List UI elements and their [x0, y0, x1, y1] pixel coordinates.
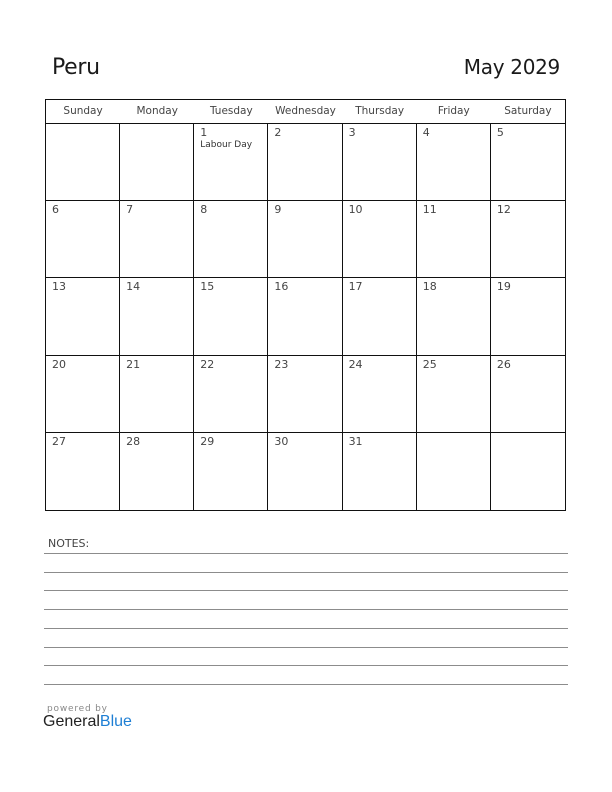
- day-cell: [194, 356, 268, 433]
- weekday-friday: Friday: [437, 105, 470, 117]
- day-number: 3: [348, 126, 356, 139]
- holiday-event: Labour Day: [200, 140, 253, 150]
- notes-line: [44, 609, 568, 610]
- powered-by-text: powered by: [47, 704, 108, 714]
- weekday-saturday: Saturday: [504, 105, 552, 117]
- day-cell: [46, 356, 120, 433]
- day-cell: [343, 433, 417, 510]
- logo-blue: Blue: [99, 713, 132, 730]
- day-cell: [194, 433, 268, 510]
- day-cell: [491, 201, 565, 278]
- calendar-grid: [45, 99, 566, 511]
- day-number: 5: [496, 126, 504, 139]
- day-number: 25: [422, 357, 437, 371]
- day-cell: [194, 278, 268, 355]
- day-cell: [46, 201, 120, 278]
- month-year-title: May 2029: [463, 55, 560, 79]
- notes-label: NOTES:: [48, 537, 90, 550]
- generalblue-logo: [43, 713, 132, 731]
- day-cell: [417, 356, 491, 433]
- day-cell: [343, 124, 417, 201]
- day-number: 28: [126, 434, 141, 448]
- day-number: 2: [274, 126, 282, 139]
- day-number: 17: [348, 280, 363, 294]
- logo-general: General: [43, 713, 100, 730]
- day-number: 14: [126, 280, 141, 294]
- day-cell: [491, 356, 565, 433]
- day-number: 18: [422, 280, 437, 294]
- day-cell: [417, 433, 491, 510]
- day-number: 15: [200, 280, 215, 294]
- day-cell: [194, 124, 268, 201]
- day-cell: [268, 278, 342, 355]
- day-cell: [268, 124, 342, 201]
- day-number: 1: [200, 126, 208, 139]
- day-cell: [491, 278, 565, 355]
- day-number: 26: [496, 357, 511, 371]
- day-number: 7: [126, 203, 134, 217]
- day-cell: [120, 278, 194, 355]
- day-cell: [343, 201, 417, 278]
- notes-line: [44, 572, 568, 573]
- day-number: 8: [200, 203, 208, 217]
- notes-line: [44, 553, 568, 554]
- day-cell: [417, 201, 491, 278]
- weekday-wednesday: Wednesday: [275, 105, 336, 117]
- day-number: 9: [274, 203, 282, 217]
- weekday-sunday: Sunday: [63, 105, 103, 117]
- day-cell: [194, 201, 268, 278]
- footer-branding: [43, 704, 132, 731]
- day-cell: [120, 356, 194, 433]
- day-number: 24: [348, 357, 363, 371]
- day-cell: [268, 433, 342, 510]
- day-number: 31: [348, 434, 363, 448]
- day-number: 27: [52, 434, 66, 448]
- day-number: 13: [52, 280, 66, 294]
- day-number: 20: [52, 357, 66, 371]
- notes-line: [44, 590, 568, 591]
- day-number: 19: [496, 280, 511, 294]
- day-cells: [46, 124, 565, 510]
- day-cell: [268, 356, 342, 433]
- day-number: 23: [274, 357, 289, 371]
- day-number: 16: [274, 280, 289, 294]
- day-number: 21: [126, 357, 141, 371]
- notes-line: [44, 665, 568, 666]
- day-cell: [120, 124, 194, 201]
- day-cell: [120, 433, 194, 510]
- day-cell: [343, 278, 417, 355]
- day-cell: [268, 201, 342, 278]
- country-title: Peru: [52, 55, 100, 80]
- weekday-monday: Monday: [136, 105, 178, 117]
- notes-line: [44, 647, 568, 648]
- day-number: 4: [422, 126, 430, 139]
- day-number: 6: [52, 203, 59, 217]
- day-cell: [491, 124, 565, 201]
- notes-line: [44, 628, 568, 629]
- day-cell: [120, 201, 194, 278]
- day-cell: [417, 124, 491, 201]
- day-number: 29: [200, 434, 215, 448]
- day-number: 10: [348, 203, 363, 217]
- day-cell: [491, 433, 565, 510]
- notes-line: [44, 684, 568, 685]
- day-cell: [46, 433, 120, 510]
- day-number: 11: [422, 203, 437, 217]
- weekday-header-row: [46, 100, 565, 124]
- weekday-tuesday: Tuesday: [209, 105, 253, 117]
- weekday-thursday: Thursday: [355, 105, 405, 117]
- day-cell: [46, 124, 120, 201]
- day-cell: [417, 278, 491, 355]
- day-number: 30: [274, 434, 289, 448]
- day-cell: [46, 278, 120, 355]
- day-number: 12: [496, 203, 511, 217]
- day-number: 22: [200, 357, 215, 371]
- day-cell: [343, 356, 417, 433]
